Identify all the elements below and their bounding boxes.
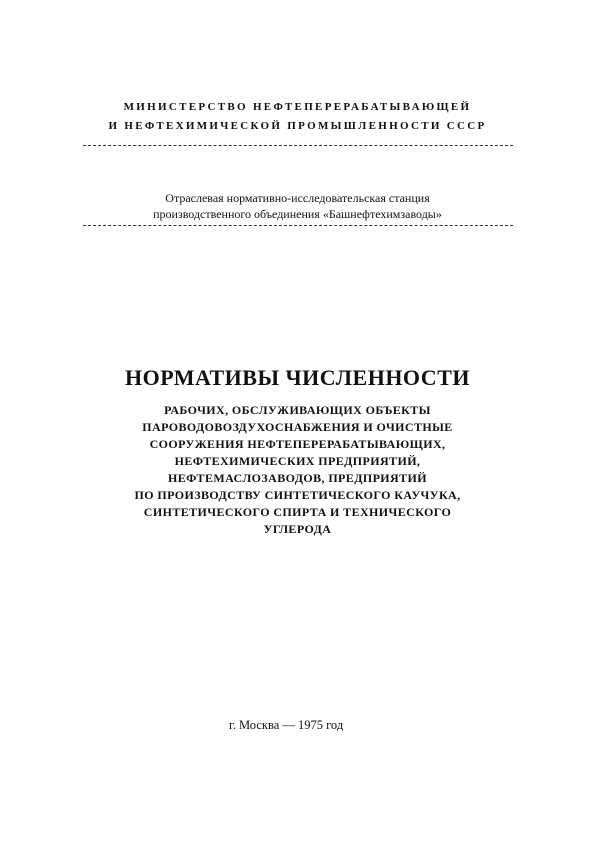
station-line: производственного объединения «Башнефтехимзаводы»	[153, 207, 442, 221]
subtitle-line: СИНТЕТИЧЕСКОГО СПИРТА И ТЕХНИЧЕСКОГО	[143, 505, 452, 519]
dashed-divider	[83, 145, 513, 146]
subtitle-line: НЕФТЕХИМИЧЕСКИХ ПРЕДПРИЯТИЙ,	[174, 454, 421, 468]
station-line: Отраслевая нормативно-исследовательская станция	[165, 191, 430, 205]
subtitle-line: НЕФТЕМАСЛОЗАВОДОВ, ПРЕДПРИЯТИЙ	[168, 471, 427, 485]
subtitle-line: РАБОЧИХ, ОБСЛУЖИВАЮЩИХ ОБЪЕКТЫ	[164, 403, 431, 417]
publication-place-year: г. Москва — 1975 год	[229, 718, 344, 732]
dashed-divider	[83, 225, 513, 226]
subtitle-line: СООРУЖЕНИЯ НЕФТЕПЕРЕРАБАТЫВАЮЩИХ,	[149, 437, 446, 451]
subtitle-line: ПАРОВОДОВОЗДУХОСНАБЖЕНИЯ И ОЧИСТНЫЕ	[142, 420, 453, 434]
subtitle-line: ПО ПРОИЗВОДСТВУ СИНТЕТИЧЕСКОГО КАУЧУКА,	[134, 488, 461, 502]
station-heading	[0, 190, 595, 222]
ministry-heading	[0, 98, 595, 136]
subtitle-line: УГЛЕРОДА	[263, 522, 332, 536]
ministry-line: И НЕФТЕХИМИЧЕСКОЙ ПРОМЫШЛЕННОСТИ СССР	[108, 120, 487, 132]
document-title: НОРМАТИВЫ ЧИСЛЕННОСТИ	[125, 365, 470, 390]
ministry-line: МИНИСТЕРСТВО НЕФТЕПЕРЕРАБАТЫВАЮЩЕЙ	[123, 101, 472, 113]
document-subtitle	[0, 402, 595, 538]
